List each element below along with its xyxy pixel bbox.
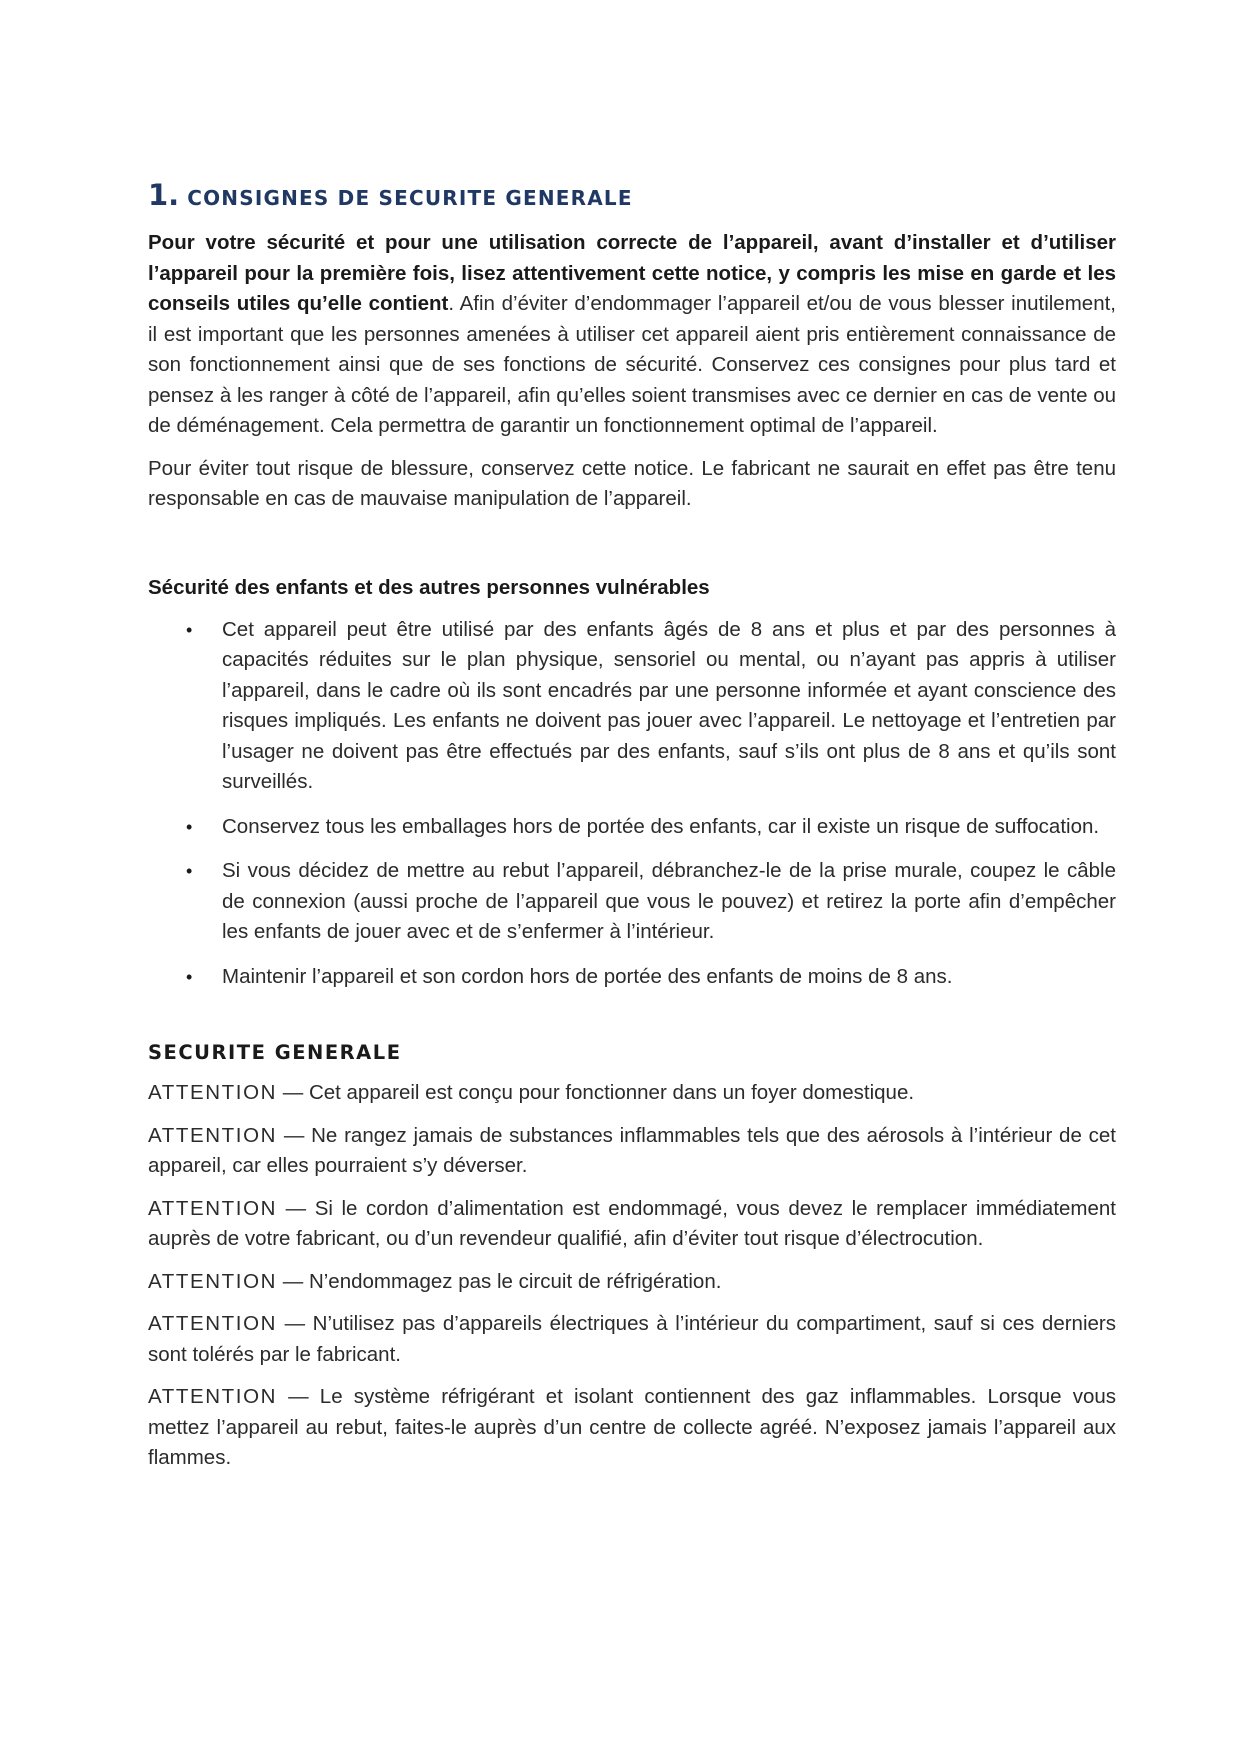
- warning-text: — Si le cordon d’alimentation est endommagé, vous devez le remplacer immédiatement auprès de votre fabricant, ou d’un revendeur qualifié, afin d’éviter tout risque d’électrocution.: [148, 1196, 1116, 1250]
- intro-regular-text: . Afin d’éviter d’endommager l’appareil et/ou de vous blesser inutilement, il est important que les personnes amenées à utiliser cet appareil aient pris entièrement connaissance de son fonctionnement ainsi que de ses fonctions de sécurité. Conservez ces consignes pour plus tard et pensez à les ranger à côté de l’appareil, afin qu’elles soient transmises avec ce dernier en cas de vente ou de déménagement. Cela permettra de garantir un fonctionnement optimal de l’appareil.: [148, 292, 1116, 437]
- warning-keyword: ATTENTION: [148, 1196, 278, 1220]
- section-title: CONSIGNES DE SECURITE GENERALE: [187, 186, 633, 210]
- list-item-text: Maintenir l’appareil et son cordon hors de portée des enfants de moins de 8 ans.: [222, 964, 953, 988]
- intro-paragraph-2: Pour éviter tout risque de blessure, conservez cette notice. Le fabricant ne saurait en effet pas être tenu responsable en cas de mauvaise manipulation de l’appareil.: [148, 456, 1116, 510]
- children-safety-list: [148, 615, 1116, 993]
- warning-keyword: ATTENTION: [148, 1312, 278, 1335]
- bullet-icon: •: [186, 619, 193, 640]
- section-heading: [148, 178, 1116, 212]
- list-item: [148, 812, 1116, 843]
- list-item: [148, 962, 1116, 993]
- general-safety-heading: SECURITE GENERALE: [148, 1041, 402, 1064]
- warning-text: — N’endommagez pas le circuit de réfrigération.: [277, 1269, 722, 1293]
- warning-text: — Le système réfrigérant et isolant contiennent des gaz inflammables. Lorsque vous mettez l’appareil au rebut, faites-le auprès d’un centre de collecte agréé. N’exposez jamais l’appareil aux flammes.: [148, 1385, 1116, 1469]
- warning-paragraph: [148, 1267, 1116, 1298]
- bullet-icon: •: [186, 861, 193, 881]
- warning-text: — N’utilisez pas d’appareils électriques à l’intérieur du compartiment, sauf si ces derniers sont tolérés par le fabricant.: [148, 1312, 1116, 1366]
- warning-paragraph: [148, 1121, 1116, 1182]
- warning-text: — Cet appareil est conçu pour fonctionner dans un foyer domestique.: [277, 1081, 915, 1104]
- warning-keyword: ATTENTION: [148, 1385, 278, 1408]
- list-item: [148, 856, 1116, 948]
- bullet-icon: •: [186, 966, 193, 987]
- warning-paragraph: [148, 1078, 1116, 1109]
- intro-paragraph: [148, 228, 1116, 442]
- warning-paragraph: [148, 1382, 1116, 1474]
- warning-keyword: ATTENTION: [148, 1081, 278, 1104]
- list-item-text: Conservez tous les emballages hors de portée des enfants, car il existe un risque de suffocation.: [222, 814, 1100, 838]
- list-item-text: Si vous décidez de mettre au rebut l’appareil, débranchez-le de la prise murale, coupez le câble de connexion (aussi proche de l’appareil que vous le pouvez) et retirez la porte afin d’empêcher les enfants de jouer avec et de s’enfermer à l’intérieur.: [222, 859, 1116, 943]
- warning-keyword: ATTENTION: [148, 1269, 278, 1293]
- children-safety-heading: Sécurité des enfants et des autres personnes vulnérables: [148, 575, 710, 599]
- warning-keyword: ATTENTION: [148, 1123, 278, 1147]
- bullet-icon: •: [186, 816, 193, 837]
- warning-paragraph: [148, 1194, 1116, 1255]
- intro-bold-text: Pour votre sécurité et pour une utilisation correcte de l’appareil, avant d’installer et d’utiliser l’appareil pour la première fois, lisez attentivement cette notice, y compris les mise en garde et les conseils utiles qu’elle contient: [148, 231, 1116, 315]
- warning-text: — Ne rangez jamais de substances inflammables tels que des aérosols à l’intérieur de cet appareil, car elles pourraient s’y déverser.: [148, 1123, 1116, 1177]
- list-item: [148, 615, 1116, 798]
- document-page: [148, 178, 1116, 1486]
- warning-paragraph: [148, 1309, 1116, 1370]
- section-number: 1.: [148, 178, 180, 212]
- list-item-text: Cet appareil peut être utilisé par des enfants âgés de 8 ans et plus et par des personnes à capacités réduites sur le plan physique, sensoriel ou mental, ou n’ayant pas appris à utiliser l’appareil, dans le cadre où ils sont encadrés par une personne informée et ayant conscience des risques impliqués. Les enfants ne doivent pas jouer avec l’appareil. Le nettoyage et l’entretien par l’usager ne doivent pas être effectués par des enfants, sauf s’ils ont plus de 8 ans et qu’ils sont surveillés.: [222, 617, 1116, 793]
